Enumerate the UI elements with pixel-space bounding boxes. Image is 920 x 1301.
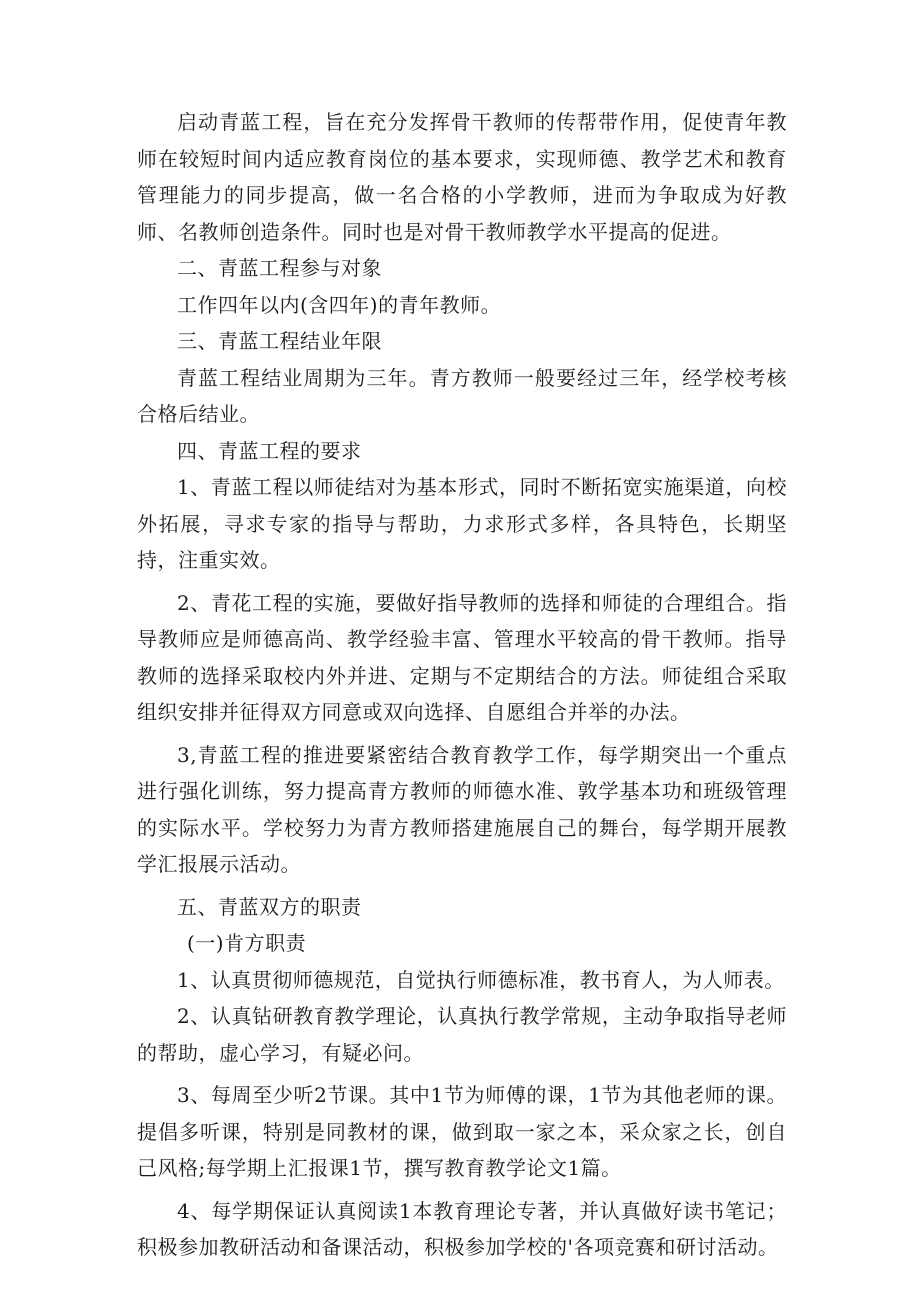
intro-paragraph: 启动青蓝工程，旨在充分发挥骨干教师的传帮带作用，促使青年教师在较短时间内适应教育岗位的基本要求，实现师德、教学艺术和教育管理能力的同步提高，做一名合格的小学教师，进而为争取成为好教师、名教师创造条件。同时也是对骨干教师教学水平提高的促进。: [137, 110, 787, 244]
requirement-item-3: 3,青蓝工程的推进要紧密结合教育教学工作，每学期突出一个重点进行强化训练，努力提高青方教师的师德水准、敦学基本功和班级管理的实际水平。学校努力为青方教师搭建施展自己的舞台，每学期开展教学汇报展示活动。: [137, 742, 787, 876]
requirement-item-2: 2、青花工程的实施，要做好指导教师的选择和师徒的合理组合。指导教师应是师德高尚、教学经验丰富、管理水平较高的骨干教师。指导教师的选择采取校内外并进、定期与不定期结合的方法。师徒组合采取组织安排并征得双方同意或双向选择、自愿组合并举的办法。: [137, 590, 787, 724]
duration-paragraph: 青蓝工程结业周期为三年。青方教师一般要经过三年，经学校考核合格后结业。: [137, 365, 787, 426]
section-heading-duration: 三、青蓝工程结业年限: [177, 329, 382, 353]
document-page: [137, 104, 787, 1266]
section-heading-participants: 二、青蓝工程参与对象: [177, 256, 382, 280]
section-heading-duties: 五、青蓝双方的职责: [177, 894, 362, 919]
duty-item-4: 4、每学期保证认真阅读1本教育理论专著，并认真做好读书笔记；积极参加教研活动和备课活动，积极参加学校的'各项竞赛和研讨活动。: [137, 1198, 787, 1259]
duty-item-2: 2、认真钻研教育教学理论，认真执行教学常规，主动争取指导老师的帮助，虚心学习，有疑必问。: [137, 1004, 787, 1065]
subsection-heading-duties: (一)肯方职责: [187, 931, 307, 955]
duty-item-3: 3、每周至少听2节课。其中1节为师傅的课，1节为其他老师的课。提倡多听课，特别是同教材的课，做到取一家之本，采众家之长，创自己风格;每学期上汇报课1节，撰写教育教学论文1篇。: [137, 1083, 787, 1180]
section-heading-requirements: 四、青蓝工程的要求: [177, 438, 362, 463]
requirement-item-1: 1、青蓝工程以师徒结对为基本形式，同时不断拓宽实施渠道，向校外拓展，寻求专家的指导与帮助，力求形式多样，各具特色，长期坚持，注重实效。: [137, 475, 787, 572]
participants-paragraph: 工作四年以内(含四年)的青年教师。: [177, 292, 502, 317]
duty-item-1: 1、认真贯彻师德规范，自觉执行师德标准，教书育人，为人师表。: [177, 967, 785, 992]
